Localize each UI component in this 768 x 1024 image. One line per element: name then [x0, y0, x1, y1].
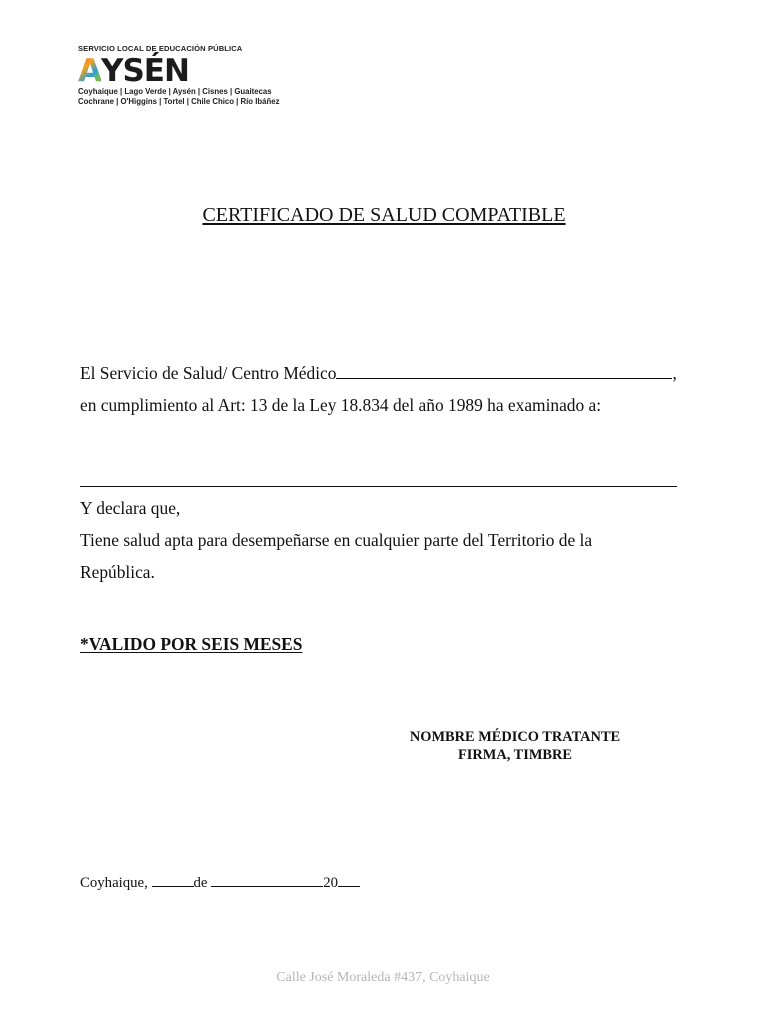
doctor-name-label: NOMBRE MÉDICO TRATANTE: [409, 729, 621, 745]
law-reference-line: en cumplimiento al Art: 13 de la Ley 18.834 del año 1989 ha examinado a:: [80, 395, 602, 415]
date-line: [80, 872, 360, 892]
signature-stamp-label: FIRMA, TIMBRE: [457, 747, 573, 763]
logo-wordmark: [78, 55, 318, 87]
validity-notice: *VALIDO POR SEIS MESES: [80, 634, 303, 654]
health-service-label: El Servicio de Salud/ Centro Médico: [80, 363, 337, 383]
logo-communes-line-2: Cochrane | O'Higgins | Tortel | Chile Chico | Río Ibáñez: [78, 96, 280, 106]
date-day-blank[interactable]: [152, 872, 194, 887]
health-service-line: [80, 362, 677, 384]
footer-address: Calle José Moraleda #437, Coyhaique: [276, 970, 490, 985]
health-service-blank[interactable]: [336, 362, 672, 379]
institution-logo: [78, 44, 318, 106]
logo-letter-a: A: [78, 53, 101, 89]
examined-person-line: [80, 470, 677, 492]
logo-letter-s: S: [122, 53, 144, 89]
logo-kicker-text: SERVICIO LOCAL DE EDUCACIÓN PÚBLICA: [78, 44, 243, 53]
declaration-intro: Y declara que,: [80, 498, 181, 518]
logo-communes-line-1: Coyhaique | Lago Verde | Aysén | Cisnes | Guaitecas: [78, 87, 272, 96]
signature-block: [405, 728, 625, 764]
examined-person-blank[interactable]: [80, 470, 677, 487]
date-year-prefix: 20: [323, 875, 338, 891]
logo-letter-e: É: [143, 53, 164, 89]
declaration-body-line-2: República.: [80, 562, 155, 582]
logo-letter-n: N: [163, 53, 189, 89]
date-de-label: de: [193, 875, 208, 891]
date-city: Coyhaique,: [80, 875, 148, 891]
logo-letter-y: Y: [101, 53, 123, 89]
document-title: CERTIFICADO DE SALUD COMPATIBLE: [202, 204, 566, 226]
date-month-blank[interactable]: [211, 872, 323, 887]
declaration-body-line-1: Tiene salud apta para desempeñarse en cualquier parte del Territorio de la: [80, 530, 593, 550]
health-service-comma: ,: [672, 363, 677, 383]
date-year-blank[interactable]: [338, 872, 360, 887]
